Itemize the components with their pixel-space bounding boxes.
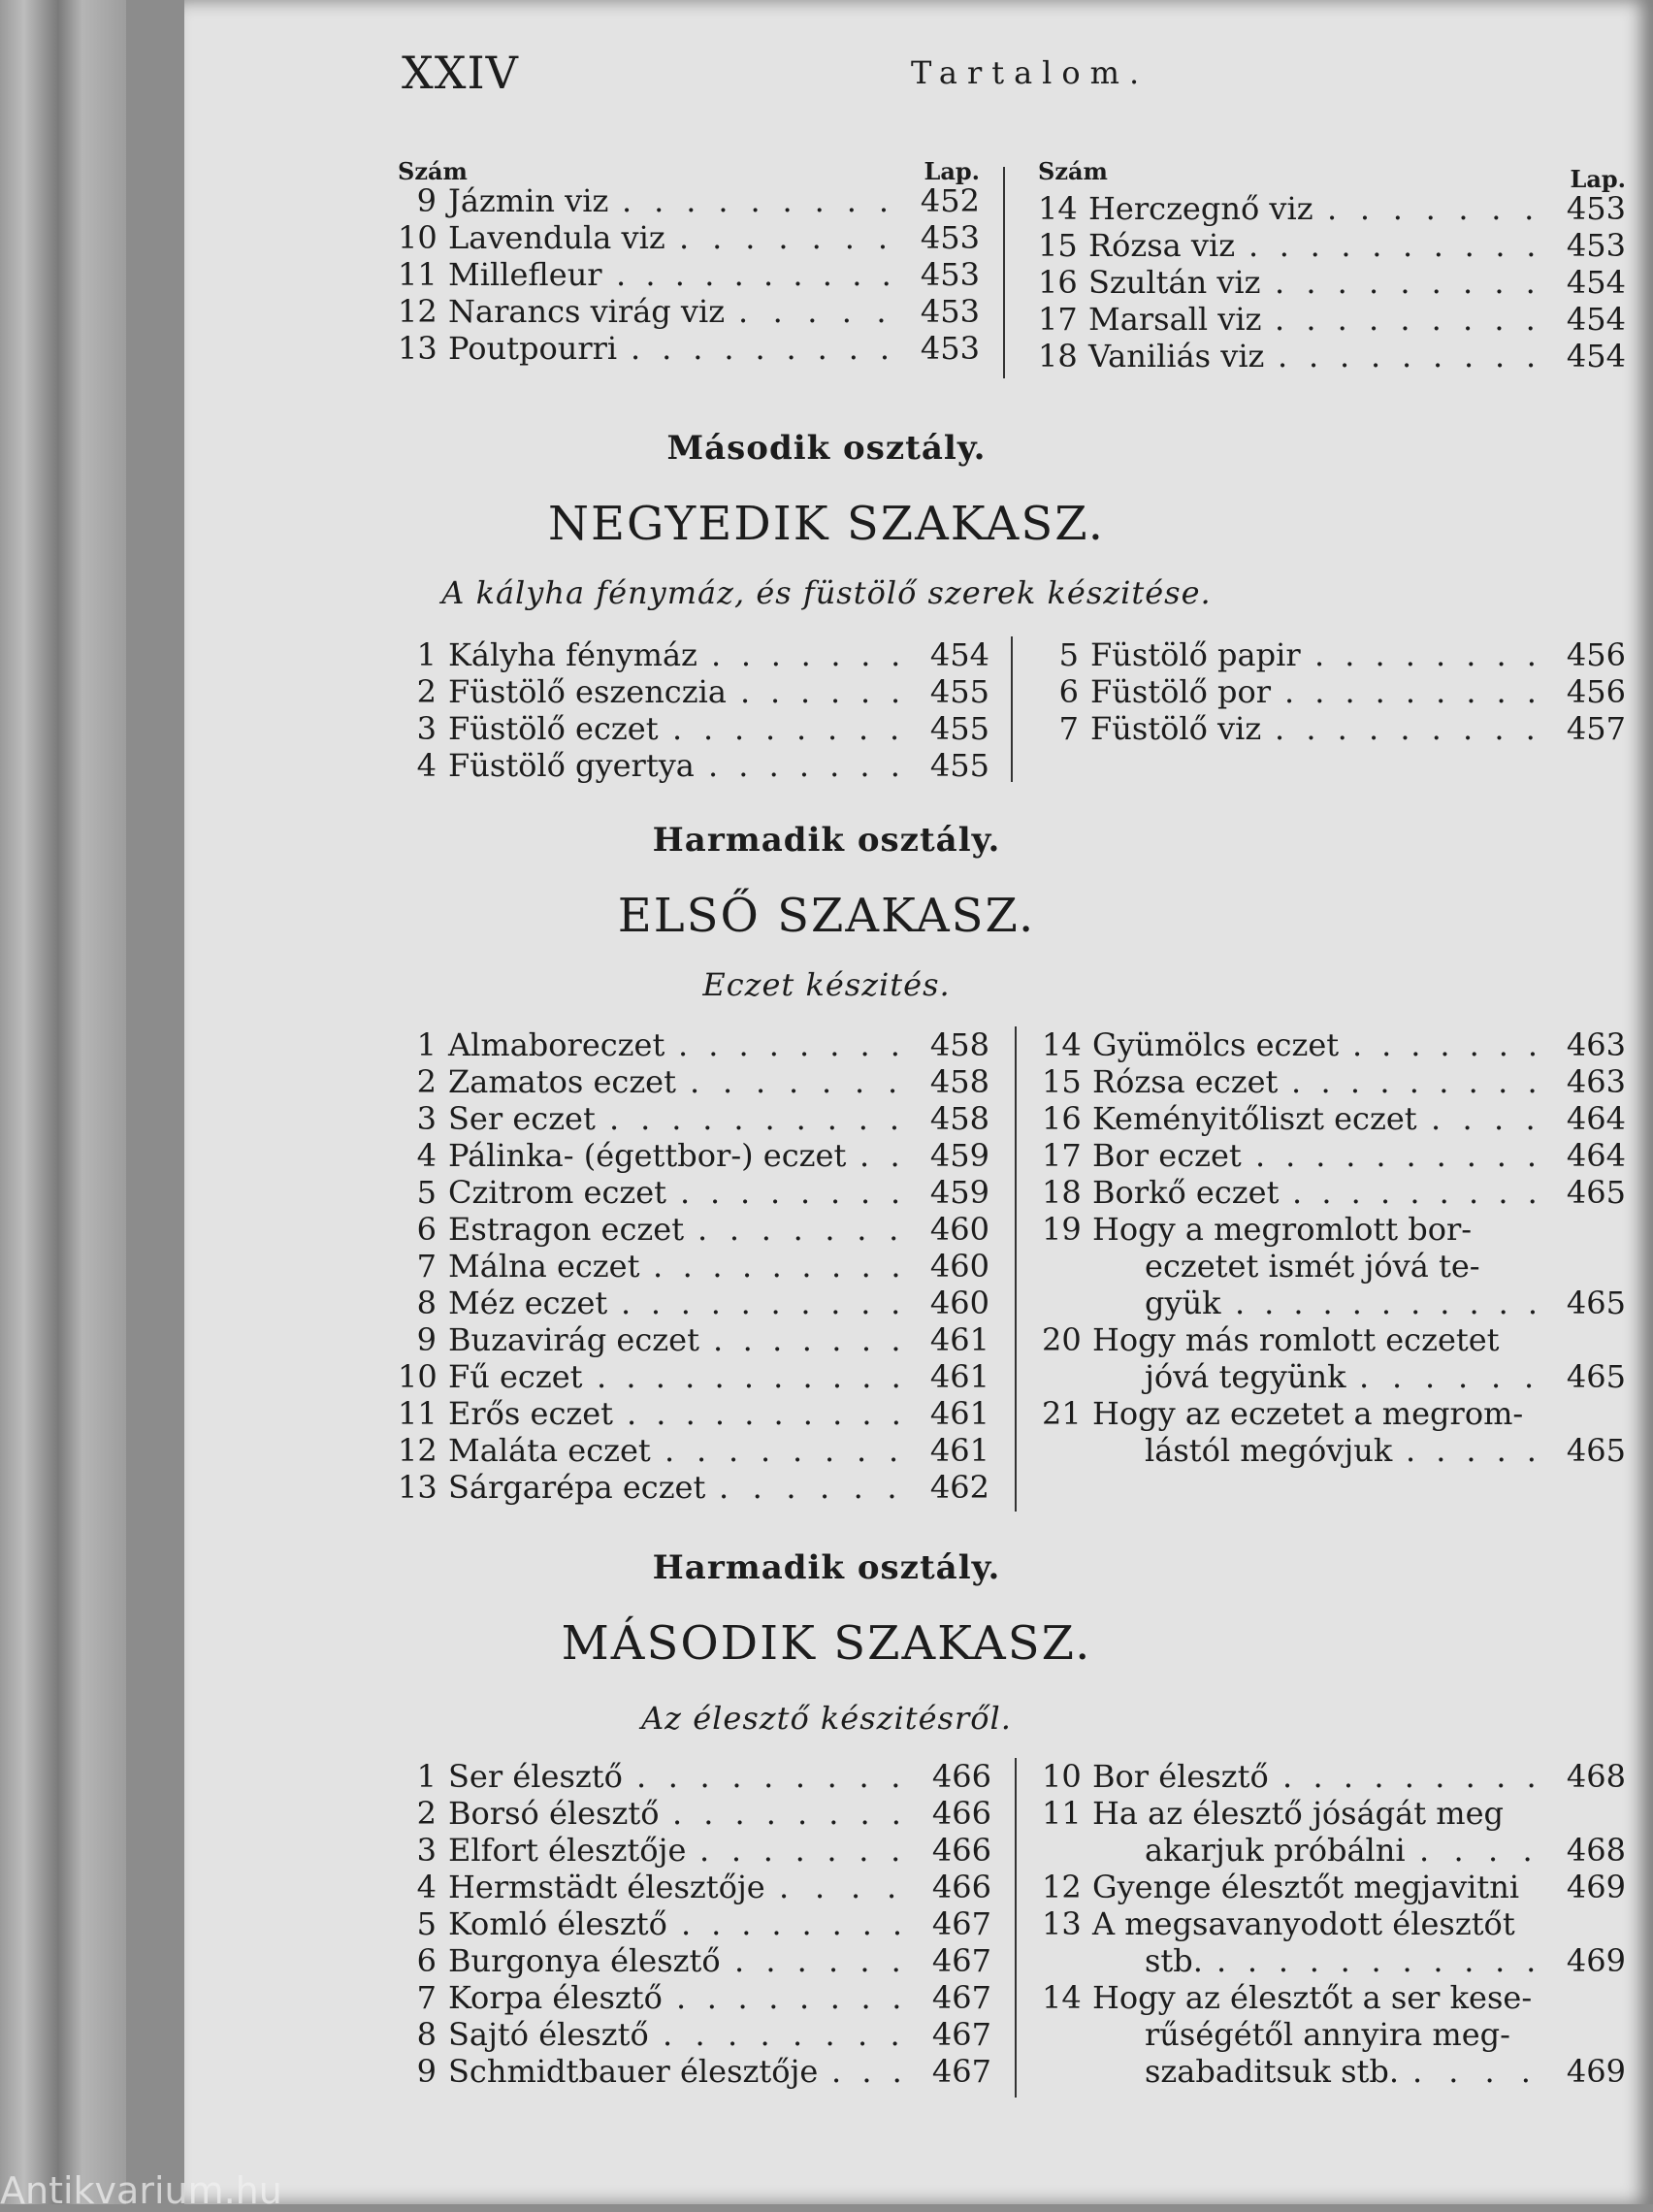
page-header	[402, 47, 1643, 105]
entry-page: 467	[931, 2053, 991, 2090]
toc-column-left	[398, 1026, 989, 1506]
entry-page: 469	[1566, 1942, 1626, 1979]
entry-title: Herczegnő viz	[1088, 190, 1313, 227]
entry-title-continued: szabaditsuk stb.	[1145, 2053, 1400, 2090]
toc-entry: 5 Füstölő papir 456 . . . . . . . .	[1040, 636, 1626, 673]
entry-title: Erős eczet	[448, 1395, 614, 1432]
entry-number: 13	[398, 1469, 438, 1506]
entry-title: Borsó élesztő	[448, 1795, 660, 1832]
entry-title: Lavendula viz	[448, 219, 665, 256]
toc-block-stove-polish	[398, 636, 1626, 792]
section-subtitle: Az élesztő készitésről.	[641, 1700, 1012, 1737]
entry-page: 467	[931, 1905, 991, 1942]
entry-page: 463	[1566, 1063, 1626, 1100]
entry-number: 16	[1038, 264, 1078, 301]
entry-title: Hogy az eczetet a megrom-	[1092, 1395, 1524, 1432]
toc-entry: 9 Jázmin viz 452 . . . . . . . . .	[398, 182, 980, 219]
entry-title: Kályha fénymáz	[448, 636, 697, 673]
entry-title: Korpa élesztő	[448, 1979, 663, 2016]
entry-page: 458	[929, 1063, 989, 1100]
entry-page: 465	[1566, 1174, 1626, 1211]
toc-block-vinegar	[398, 1026, 1626, 1512]
entry-page: 453	[1566, 190, 1626, 227]
entry-number: 2	[416, 673, 437, 710]
entry-page: 468	[1566, 1832, 1626, 1869]
entry-number: 20	[1042, 1321, 1082, 1358]
entry-page: 466	[931, 1795, 991, 1832]
entry-page: 460	[929, 1285, 989, 1321]
entry-number: 10	[1042, 1758, 1082, 1795]
class-title: Harmadik osztály.	[652, 1548, 1001, 1587]
toc-entry: 21 Hogy az eczetet a megrom- lástól megóvjuk 465 . . . . .	[1042, 1395, 1626, 1469]
toc-entry: 6 Burgonya élesztő 467 . . . . . .	[398, 1942, 991, 1979]
entry-number: 1	[416, 1758, 437, 1795]
entry-number: 2	[416, 1795, 437, 1832]
section-subtitle: A kályha fénymáz, és füstölő szerek készitése.	[441, 574, 1212, 611]
toc-entry: 1 Kályha fénymáz 454 . . . . . . .	[398, 636, 989, 673]
toc-entry: 18 Borkő eczet 465 . . . . . . . . .	[1042, 1174, 1626, 1211]
entry-number: 15	[1038, 227, 1078, 264]
entry-title: Schmidtbauer élesztője	[448, 2053, 819, 2090]
entry-title: Sajtó élesztő	[448, 2016, 649, 2053]
entry-number: 13	[1042, 1905, 1082, 1942]
class-title: Második osztály.	[666, 429, 987, 468]
entry-page: 457	[1566, 710, 1626, 747]
entry-number: 5	[1058, 636, 1079, 673]
entry-title: Hogy a megromlott bor-	[1092, 1211, 1473, 1248]
entry-title: Elfort élesztője	[448, 1832, 687, 1869]
entry-title: Komló élesztő	[448, 1905, 667, 1942]
entry-title: Borkő eczet	[1092, 1174, 1280, 1211]
toc-entry: 3 Elfort élesztője 466 . . . . . . .	[398, 1832, 991, 1869]
entry-number: 7	[416, 1248, 437, 1285]
toc-column-left	[398, 153, 980, 367]
entry-page: 461	[929, 1432, 989, 1469]
entry-number: 12	[398, 293, 438, 330]
entry-page: 460	[929, 1248, 989, 1285]
entry-title-continued: eczetet ismét jóvá te-	[1145, 1248, 1480, 1285]
toc-column-left	[398, 636, 989, 784]
entry-title: Sárgarépa eczet	[448, 1469, 706, 1506]
entry-title: Bor eczet	[1092, 1137, 1242, 1174]
toc-column-right	[1040, 636, 1626, 747]
entry-number: 12	[1042, 1869, 1082, 1905]
toc-entry: 20 Hogy más romlott eczetet jóvá tegyünk 465 . . . . . .	[1042, 1321, 1626, 1395]
entry-number: 7	[416, 1979, 437, 2016]
toc-entry: 7 Füstölő viz 457 . . . . . . . . .	[1040, 710, 1626, 747]
section-title: ELSŐ SZAKASZ.	[617, 889, 1036, 943]
entry-number: 13	[398, 330, 438, 367]
toc-entry: 4 Pálinka- (égettbor-) eczet 459 . .	[398, 1137, 989, 1174]
entry-page: 465	[1566, 1432, 1626, 1469]
column-divider	[1015, 1026, 1017, 1512]
entry-title: Gyümölcs eczet	[1092, 1026, 1340, 1063]
entry-number: 9	[416, 182, 437, 219]
entry-page: 458	[929, 1026, 989, 1063]
toc-entry: 6 Estragon eczet 460 . . . . . . .	[398, 1211, 989, 1248]
toc-entry: 2 Zamatos eczet 458 . . . . . . .	[398, 1063, 989, 1100]
toc-entry: 18 Vaniliás viz 454 . . . . . . . . .	[1038, 338, 1626, 374]
entry-page: 459	[929, 1174, 989, 1211]
entry-page: 467	[931, 1979, 991, 2016]
column-header	[398, 153, 980, 185]
entry-page: 468	[1566, 1758, 1626, 1795]
entry-page: 454	[1566, 338, 1626, 374]
entry-number: 12	[398, 1432, 438, 1469]
toc-column-right	[1038, 153, 1626, 374]
szam-header: Szám	[1038, 157, 1108, 185]
entry-title: Burgonya élesztő	[448, 1942, 721, 1979]
toc-column-left	[398, 1758, 991, 2090]
column-divider	[1003, 167, 1005, 378]
entry-title: Jázmin viz	[448, 182, 609, 219]
entry-page: 466	[931, 1758, 991, 1795]
entry-page: 455	[929, 710, 989, 747]
section-subtitle: Eczet készités.	[702, 966, 951, 1003]
entry-page: 454	[1566, 264, 1626, 301]
toc-entry: 9 Schmidtbauer élesztője 467 . . .	[398, 2053, 991, 2090]
entry-number: 14	[1042, 1026, 1082, 1063]
entry-title: Füstölő papir	[1090, 636, 1301, 673]
entry-title: Czitrom eczet	[448, 1174, 667, 1211]
entry-number: 16	[1042, 1100, 1082, 1137]
toc-entry: 3 Füstölő eczet 455 . . . . . . . .	[398, 710, 989, 747]
entry-number: 11	[398, 256, 438, 293]
column-divider	[1015, 1758, 1017, 2098]
entry-number: 3	[416, 1100, 437, 1137]
entry-title: Vaniliás viz	[1088, 338, 1265, 374]
toc-entry: 14 Herczegnő viz 453 . . . . . . .	[1038, 190, 1626, 227]
toc-entry: 11 Ha az élesztő jóságát meg akarjuk próbálni 468 . . . .	[1042, 1795, 1626, 1869]
entry-title: Szultán viz	[1088, 264, 1261, 301]
entry-title: Marsall viz	[1088, 301, 1262, 338]
entry-title-continued: stb.	[1145, 1942, 1203, 1979]
toc-entry: 13 A megsavanyodott élesztőt stb. 469 . . . . . . . . . . .	[1042, 1905, 1626, 1979]
entry-page: 452	[920, 182, 980, 219]
book-spine-edge	[0, 0, 126, 2204]
entry-page: 460	[929, 1211, 989, 1248]
entry-title: Narancs virág viz	[448, 293, 726, 330]
entry-page: 466	[931, 1832, 991, 1869]
toc-entry: 16 Szultán viz 454 . . . . . . . . .	[1038, 264, 1626, 301]
toc-entry: 1 Almaboreczet 458 . . . . . . . .	[398, 1026, 989, 1063]
entry-title: Hermstädt élesztője	[448, 1869, 765, 1905]
entry-number: 9	[416, 1321, 437, 1358]
toc-entry: 15 Rózsa eczet 463 . . . . . . . . .	[1042, 1063, 1626, 1100]
entry-number: 7	[1058, 710, 1079, 747]
entry-title: Füstölő eszenczia	[448, 673, 727, 710]
entry-title: Ser élesztő	[448, 1758, 623, 1795]
entry-page: 453	[920, 219, 980, 256]
entry-number: 6	[416, 1211, 437, 1248]
entry-title: Bor élesztő	[1092, 1758, 1269, 1795]
class-title: Harmadik osztály.	[652, 821, 1001, 860]
toc-entry: 10 Lavendula viz 453 . . . . . . .	[398, 219, 980, 256]
toc-entry: 7 Korpa élesztő 467 . . . . . . . .	[398, 1979, 991, 2016]
toc-entry: 2 Borsó élesztő 466 . . . . . . . .	[398, 1795, 991, 1832]
entry-page: 469	[1566, 2053, 1626, 2090]
entry-title-continued: lástól megóvjuk	[1145, 1432, 1393, 1469]
toc-entry: 13 Poutpourri 453 . . . . . . . . .	[398, 330, 980, 367]
section-title: MÁSODIK SZAKASZ.	[561, 1616, 1092, 1671]
entry-page: 461	[929, 1321, 989, 1358]
entry-number: 9	[416, 2053, 437, 2090]
entry-page: 455	[929, 747, 989, 784]
entry-title: Füstölő eczet	[448, 710, 659, 747]
entry-number: 4	[416, 1869, 437, 1905]
entry-page: 464	[1566, 1100, 1626, 1137]
entry-page: 454	[1566, 301, 1626, 338]
entry-number: 8	[416, 1285, 437, 1321]
entry-title: Füstölő gyertya	[448, 747, 695, 784]
entry-page: 461	[929, 1358, 989, 1395]
entry-page: 469	[1566, 1869, 1626, 1905]
column-divider	[1011, 636, 1013, 782]
entry-page: 453	[920, 330, 980, 367]
toc-column-right	[1042, 1758, 1626, 2090]
toc-block-yeast	[398, 1758, 1626, 2107]
entry-page: 459	[929, 1137, 989, 1174]
entry-title: Buzavirág eczet	[448, 1321, 699, 1358]
entry-number: 15	[1042, 1063, 1082, 1100]
entry-number: 10	[398, 1358, 438, 1395]
entry-title: Poutpourri	[448, 330, 618, 367]
toc-entry: 17 Marsall viz 454 . . . . . . . . .	[1038, 301, 1626, 338]
lap-header: Lap.	[924, 157, 980, 185]
entry-number: 17	[1038, 301, 1078, 338]
toc-entry: 19 Hogy a megromlott bor- eczetet ismét jóvá te- gyük 465 . . . . . . . . . . .	[1042, 1211, 1626, 1321]
toc-entry: 11 Erős eczet 461 . . . . . . . . . .	[398, 1395, 989, 1432]
entry-title: Fű eczet	[448, 1358, 583, 1395]
toc-entry: 14 Hogy az élesztőt a ser kese- rűségétől annyira meg- szabaditsuk stb. 469 . . . .	[1042, 1979, 1626, 2090]
entry-title-continued: akarjuk próbálni	[1145, 1832, 1406, 1869]
entry-page: 454	[929, 636, 989, 673]
entry-page: 456	[1566, 673, 1626, 710]
toc-entry: 6 Füstölő por 456 . . . . . . . . .	[1040, 673, 1626, 710]
column-header	[1038, 153, 1626, 193]
entry-title-continued: jóvá tegyünk	[1145, 1358, 1346, 1395]
entry-title: Méz eczet	[448, 1285, 608, 1321]
toc-entry: 15 Rózsa viz 453 . . . . . . . . . .	[1038, 227, 1626, 264]
toc-entry: 8 Sajtó élesztő 467 . . . . . . . .	[398, 2016, 991, 2053]
toc-entry: 12 Maláta eczet 461 . . . . . . . .	[398, 1432, 989, 1469]
entry-number: 19	[1042, 1211, 1082, 1248]
entry-number: 14	[1038, 190, 1078, 227]
toc-entry: 2 Füstölő eszenczia 455 . . . . . .	[398, 673, 989, 710]
entry-title: Rózsa viz	[1088, 227, 1236, 264]
toc-entry: 13 Sárgarépa eczet 462 . . . . . .	[398, 1469, 989, 1506]
section-title: NEGYEDIK SZAKASZ.	[548, 497, 1105, 551]
watermark: Antikvarium.hu	[0, 2169, 282, 2212]
entry-title: Pálinka- (égettbor-) eczet	[448, 1137, 847, 1174]
entry-page: 464	[1566, 1137, 1626, 1174]
entry-number: 10	[398, 219, 438, 256]
entry-page: 465	[1566, 1285, 1626, 1321]
toc-entry: 9 Buzavirág eczet 461 . . . . . . .	[398, 1321, 989, 1358]
toc-entry	[1042, 1869, 1626, 1905]
entry-number: 4	[416, 1137, 437, 1174]
toc-entry: 5 Czitrom eczet 459 . . . . . . . .	[398, 1174, 989, 1211]
toc-entry: 14 Gyümölcs eczet 463 . . . . . . .	[1042, 1026, 1626, 1063]
entry-title: Füstölő viz	[1090, 710, 1262, 747]
entry-page: 466	[931, 1869, 991, 1905]
entry-page: 461	[929, 1395, 989, 1432]
entry-number: 11	[398, 1395, 438, 1432]
toc-entry: 12 Narancs virág viz 453 . . . . .	[398, 293, 980, 330]
entry-page: 462	[929, 1469, 989, 1506]
entry-title: Hogy az élesztőt a ser kese-	[1092, 1979, 1533, 2016]
toc-entry: 10 Fű eczet 461 . . . . . . . . . . .	[398, 1358, 989, 1395]
entry-number: 11	[1042, 1795, 1082, 1832]
toc-entry: 4 Hermstädt élesztője 466 . . . .	[398, 1869, 991, 1905]
entry-page: 456	[1566, 636, 1626, 673]
entry-number: 3	[416, 1832, 437, 1869]
entry-number: 3	[416, 710, 437, 747]
entry-number: 1	[416, 1026, 437, 1063]
toc-entry: 8 Méz eczet 460 . . . . . . . . . .	[398, 1285, 989, 1321]
entry-page: 465	[1566, 1358, 1626, 1395]
toc-block-perfumes	[398, 153, 1626, 376]
entry-page: 467	[931, 1942, 991, 1979]
entry-title: Hogy más romlott eczetet	[1092, 1321, 1500, 1358]
entry-title: A megsavanyodott élesztőt	[1092, 1905, 1515, 1942]
toc-entry: 4 Füstölő gyertya 455 . . . . . . .	[398, 747, 989, 784]
toc-entry: 1 Ser élesztő 466 . . . . . . . . .	[398, 1758, 991, 1795]
entry-page: 453	[1566, 227, 1626, 264]
entry-title: Ser eczet	[448, 1100, 596, 1137]
lap-header: Lap.	[1570, 165, 1626, 193]
toc-entry: 10 Bor élesztő 468 . . . . . . . . .	[1042, 1758, 1626, 1795]
entry-number: 18	[1038, 338, 1078, 374]
entry-page: 455	[929, 673, 989, 710]
toc-entry: 5 Komló élesztő 467 . . . . . . . .	[398, 1905, 991, 1942]
entry-title: Málna eczet	[448, 1248, 640, 1285]
entry-title: Almaboreczet	[448, 1026, 665, 1063]
toc-entry: 16 Keményitőliszt eczet 464 . . . .	[1042, 1100, 1626, 1137]
entry-title: Rózsa eczet	[1092, 1063, 1279, 1100]
entry-number: 21	[1042, 1395, 1082, 1432]
entry-page: 453	[920, 256, 980, 293]
toc-entry: 17 Bor eczet 464 . . . . . . . . . .	[1042, 1137, 1626, 1174]
entry-number: 6	[416, 1942, 437, 1979]
entry-number: 5	[416, 1905, 437, 1942]
entry-title: Keményitőliszt eczet	[1092, 1100, 1417, 1137]
entry-number: 14	[1042, 1979, 1082, 2016]
entry-page: 453	[920, 293, 980, 330]
entry-page: 458	[929, 1100, 989, 1137]
entry-title: Millefleur	[448, 256, 602, 293]
entry-title: Gyenge élesztőt megjavitni	[1092, 1869, 1520, 1905]
toc-entry: 3 Ser eczet 458 . . . . . . . . . .	[398, 1100, 989, 1137]
entry-title-continued: rűségétől annyira meg-	[1145, 2016, 1510, 2053]
running-title: Tartalom.	[911, 54, 1150, 91]
entry-title: Zamatos eczet	[448, 1063, 676, 1100]
entry-number: 5	[416, 1174, 437, 1211]
szam-header: Szám	[398, 157, 468, 185]
entry-number: 2	[416, 1063, 437, 1100]
entry-number: 1	[416, 636, 437, 673]
entry-number: 6	[1058, 673, 1079, 710]
entry-number: 4	[416, 747, 437, 784]
entry-title-continued: gyük	[1145, 1285, 1221, 1321]
entry-number: 8	[416, 2016, 437, 2053]
entry-title: Füstölő por	[1090, 673, 1272, 710]
toc-column-right	[1042, 1026, 1626, 1469]
page-number: XXIV	[402, 47, 519, 99]
toc-entry: 7 Málna eczet 460 . . . . . . . . .	[398, 1248, 989, 1285]
entry-title: Maláta eczet	[448, 1432, 651, 1469]
entry-title: Estragon eczet	[448, 1211, 685, 1248]
entry-number: 17	[1042, 1137, 1082, 1174]
entry-page: 467	[931, 2016, 991, 2053]
entry-number: 18	[1042, 1174, 1082, 1211]
entry-page: 463	[1566, 1026, 1626, 1063]
toc-entry: 11 Millefleur 453 . . . . . . . . . .	[398, 256, 980, 293]
entry-title: Ha az élesztő jóságát meg	[1092, 1795, 1504, 1832]
